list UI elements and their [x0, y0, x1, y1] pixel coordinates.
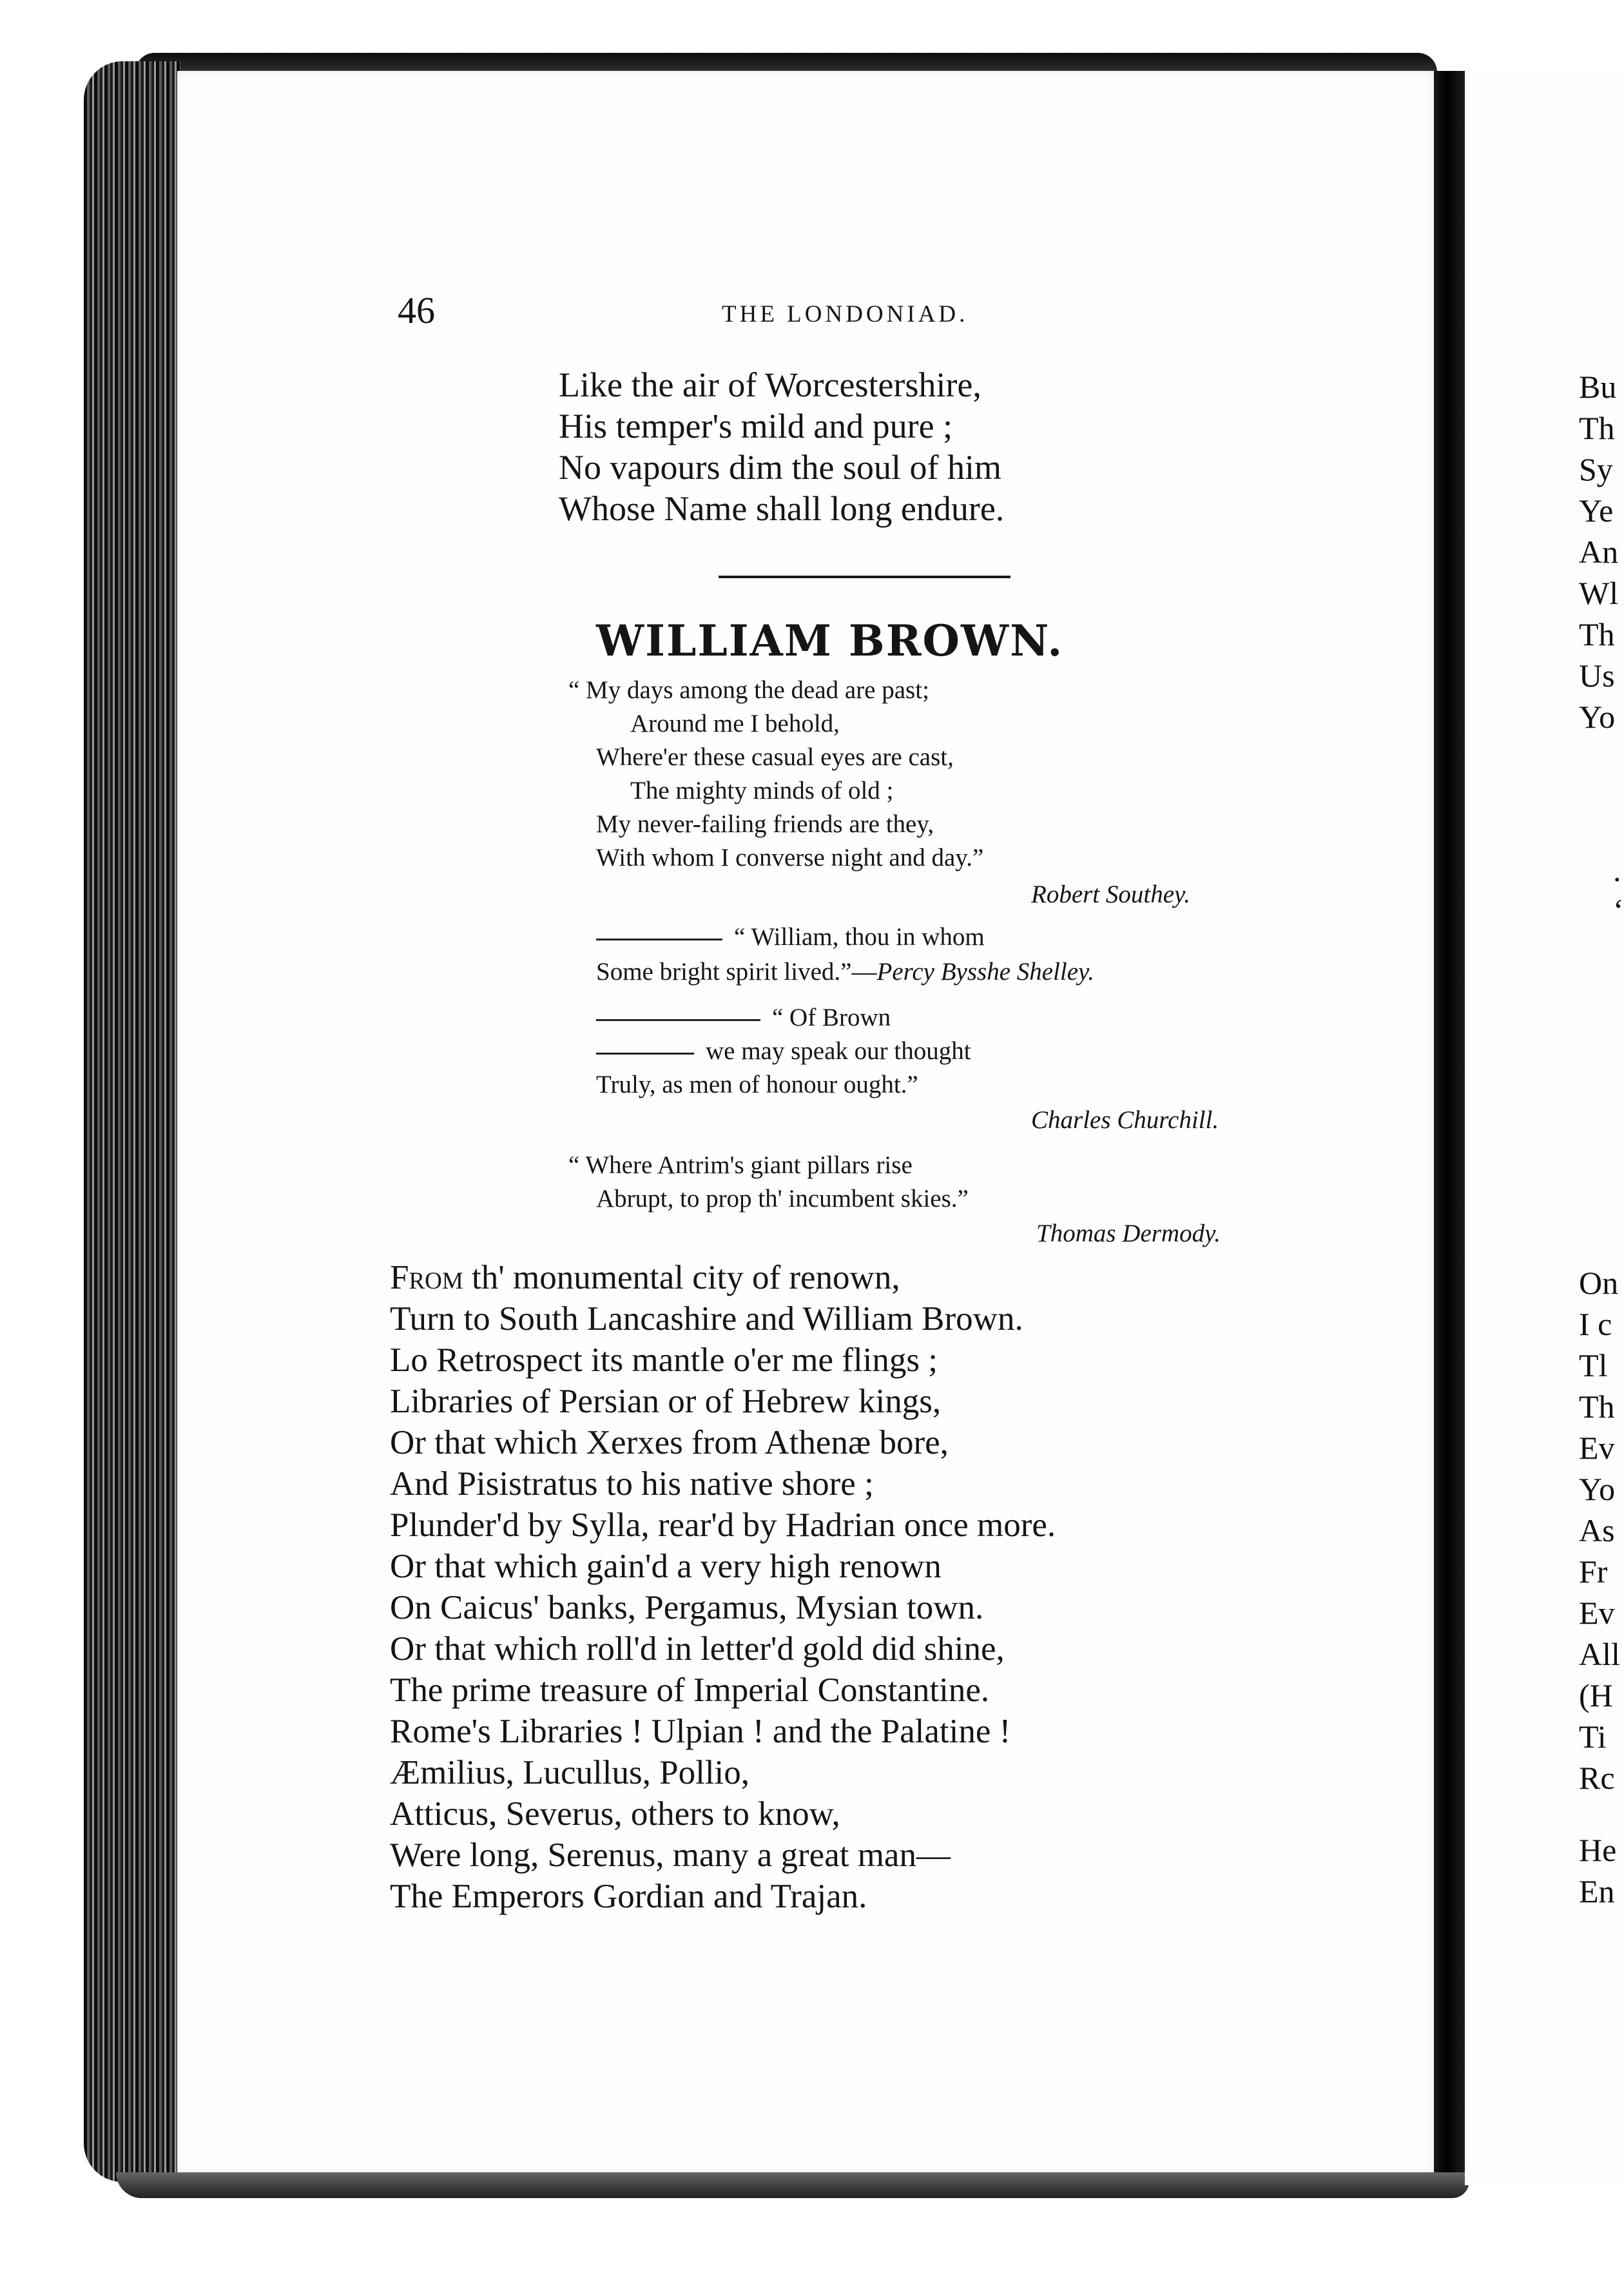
epigraph-line: “ Where Antrim's giant pillars rise — [568, 1151, 913, 1179]
stanza-line: Like the air of Worcestershire, — [559, 365, 981, 404]
epigraph-line — [596, 920, 985, 953]
poem-line — [390, 1257, 1056, 1298]
omission-dash — [596, 1019, 760, 1021]
poem-line: Libraries of Persian or of Hebrew kings, — [390, 1383, 942, 1420]
stanza-line: His temper's mild and pure ; — [559, 407, 953, 445]
epigraph-text: Some bright spirit lived.”— — [596, 958, 877, 986]
section-divider — [719, 576, 1010, 578]
first-word: From — [390, 1259, 463, 1296]
epigraph-text: “ Of Brown — [772, 1004, 891, 1031]
facing-page-fragment: Th — [1579, 410, 1615, 446]
facing-page-fragment: On — [1579, 1265, 1619, 1301]
facing-page-fragment: As — [1579, 1512, 1615, 1548]
facing-page-fragment: Ev — [1579, 1430, 1615, 1466]
facing-page-fragment: Us — [1579, 657, 1615, 694]
omission-dash — [596, 1053, 694, 1055]
facing-page-fragment: Yo — [1579, 1471, 1616, 1507]
poem-line: Rome's Libraries ! Ulpian ! and the Palatine ! — [390, 1713, 1011, 1750]
poem-line: Or that which roll'd in letter'd gold did shine, — [390, 1630, 1005, 1668]
epigraph-text: “ William, thou in whom — [734, 923, 985, 951]
poem-title: WILLIAM BROWN. — [596, 616, 1064, 666]
book-bottom-edge — [116, 2172, 1469, 2198]
facing-page-fragment: Th — [1579, 616, 1615, 652]
epigraph-line: Where'er these casual eyes are cast, — [596, 743, 954, 771]
poem-line: Or that which gain'd a very high renown — [390, 1548, 942, 1585]
poem-line: The prime treasure of Imperial Constantine. — [390, 1671, 990, 1709]
poem-line: The Emperors Gordian and Trajan. — [390, 1878, 867, 1915]
facing-page-fragment: I c — [1579, 1306, 1612, 1342]
poem-line-text: th' monumental city of renown, — [463, 1259, 900, 1296]
epigraph-line: Truly, as men of honour ought.” — [596, 1071, 918, 1098]
poem-line: Turn to South Lancashire and William Brown. — [390, 1300, 1023, 1338]
facing-page-fragment: Ti — [1579, 1719, 1607, 1755]
poem-line: Plunder'd by Sylla, rear'd by Hadrian once more. — [390, 1506, 1056, 1544]
stanza-line: No vapours dim the soul of him — [559, 448, 1001, 487]
facing-page-fragment: An — [1579, 534, 1619, 570]
epigraph-line: “ My days among the dead are past; — [568, 676, 929, 704]
facing-page-fragment: Yo — [1579, 699, 1616, 735]
facing-page-fragment: Bu — [1579, 369, 1617, 405]
facing-page-fragment: Tl — [1579, 1347, 1608, 1383]
page-number: 46 — [398, 289, 435, 331]
facing-page-fragment: Ev — [1579, 1595, 1615, 1631]
facing-page — [1465, 71, 1624, 2185]
facing-page-fragment: Ye — [1579, 492, 1614, 529]
poem-line: On Caicus' banks, Pergamus, Mysian town. — [390, 1589, 984, 1626]
epigraph-line: Abrupt, to prop th' incumbent skies.” — [596, 1185, 969, 1212]
poem-line: Lo Retrospect its mantle o'er me flings ; — [390, 1341, 938, 1379]
facing-page-fragment: (H — [1579, 1677, 1613, 1713]
running-head: THE LONDONIAD. — [722, 301, 969, 327]
epigraph-line — [596, 1035, 971, 1067]
book-gutter — [1434, 71, 1465, 2185]
epigraph-line: My never-failing friends are they, — [596, 810, 934, 838]
epigraph-attribution: Thomas Dermody. — [1036, 1220, 1221, 1247]
epigraph-line: The mighty minds of old ; — [630, 777, 894, 804]
facing-page-fragment: Wl — [1579, 575, 1619, 611]
poem-line: Atticus, Severus, others to know, — [390, 1795, 840, 1833]
stanza-line: Whose Name shall long endure. — [559, 489, 1005, 528]
facing-page-fragment: All — [1579, 1636, 1620, 1672]
poem-line: Æmilius, Lucullus, Pollio, — [390, 1754, 750, 1791]
poem-line: And Pisistratus to his native shore ; — [390, 1465, 874, 1503]
epigraph-attribution: Robert Southey. — [1031, 881, 1190, 908]
epigraph-attribution: Percy Bysshe Shelley. — [876, 958, 1094, 986]
poem-line: Or that which Xerxes from Athenæ bore, — [390, 1424, 949, 1461]
facing-page-fragment: Fr — [1579, 1553, 1608, 1590]
facing-page-fragment: He — [1579, 1832, 1617, 1868]
facing-page-fragment: ‘ — [1613, 892, 1624, 928]
epigraph-line: With whom I converse night and day.” — [596, 844, 984, 872]
facing-page-fragment: . — [1613, 852, 1621, 888]
book-page-edges — [84, 61, 180, 2182]
epigraph-text: we may speak our thought — [706, 1037, 971, 1065]
facing-page-fragment: En — [1579, 1873, 1615, 1909]
epigraph-line: Around me I behold, — [630, 710, 840, 737]
poem-line: Were long, Serenus, many a great man— — [390, 1836, 951, 1874]
epigraph-line — [596, 1001, 891, 1034]
epigraph-line — [596, 955, 1094, 988]
omission-dash — [596, 939, 722, 940]
main-poem — [390, 1257, 1056, 1917]
opening-stanza — [559, 364, 1004, 529]
epigraph-attribution: Charles Churchill. — [1031, 1106, 1219, 1134]
facing-page-fragment: Sy — [1579, 451, 1613, 487]
facing-page-fragment: Rc — [1579, 1760, 1615, 1796]
facing-page-fragment: Th — [1579, 1388, 1615, 1425]
